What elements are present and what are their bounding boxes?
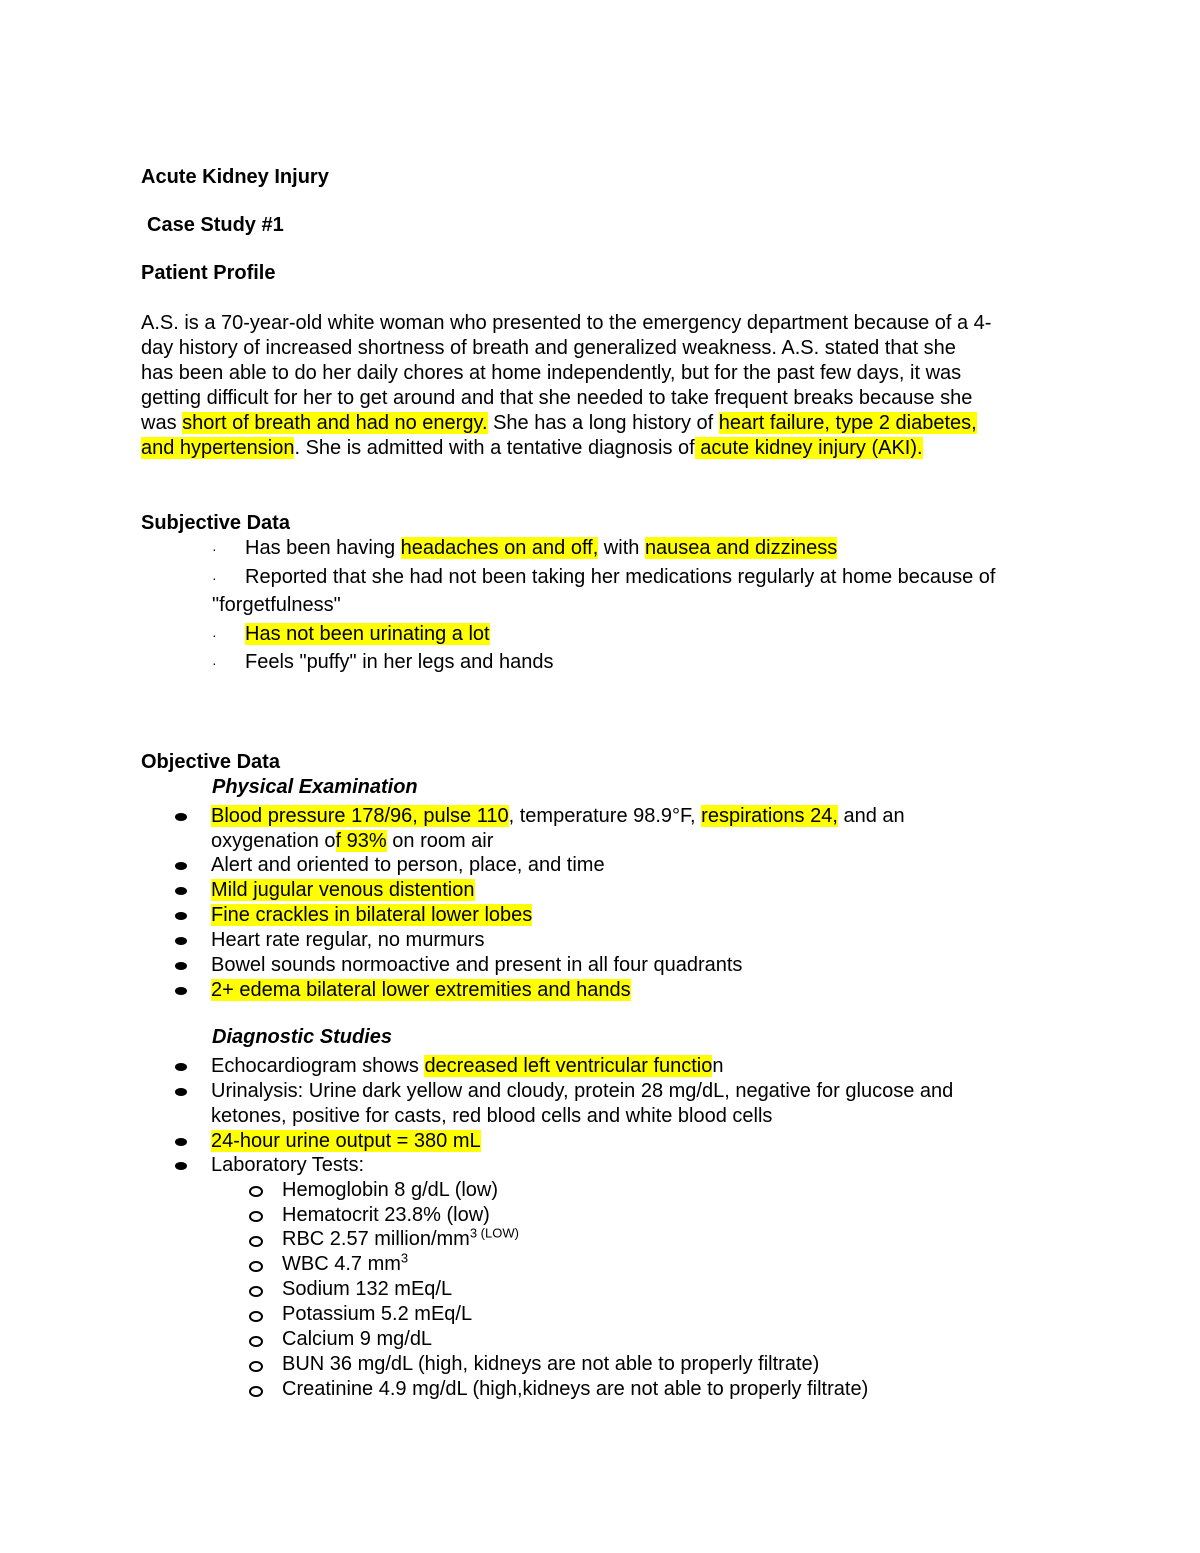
bullet-icon: [175, 887, 187, 895]
list-item: [211, 878, 475, 903]
bullet-icon: [175, 862, 187, 870]
circle-bullet-icon: [249, 1386, 263, 1397]
lab-item: Calcium 9 mg/dL: [282, 1328, 433, 1350]
text-run: She has a long history of: [487, 412, 719, 434]
text-run: , temperature 98.9°F,: [508, 805, 702, 827]
highlight-run: Has not been urinating a lot: [245, 623, 490, 645]
bullet-dot-icon: ·: [212, 655, 217, 671]
subjective-data-heading: Subjective Data: [141, 512, 290, 534]
highlight-run: Blood pressure 178/96, pulse 110: [211, 805, 509, 827]
list-item-continuation: "forgetfulness": [212, 594, 341, 616]
bullet-icon: [175, 1088, 187, 1096]
lab-item: [282, 1252, 408, 1277]
lab-item: Hemoglobin 8 g/dL (low): [282, 1179, 499, 1201]
list-item-continuation: ketones, positive for casts, red blood cells and white blood cells: [211, 1105, 773, 1127]
profile-line: day history of increased shortness of breath and generalized weakness. A.S. stated that she: [141, 337, 956, 359]
list-item: Urinalysis: Urine dark yellow and cloudy, protein 28 mg/dL, negative for glucose and: [211, 1080, 954, 1102]
highlight-run: Fine crackles in bilateral lower lobes: [211, 904, 533, 926]
lab-item: Sodium 132 mEq/L: [282, 1278, 453, 1300]
text-run: Has been having: [245, 537, 401, 559]
circle-bullet-icon: [249, 1236, 263, 1247]
highlight-run: 24-hour urine output = 380 mL: [211, 1130, 481, 1152]
physical-examination-heading: Physical Examination: [212, 776, 418, 798]
lab-item: Hematocrit 23.8% (low): [282, 1204, 490, 1226]
list-item: Laboratory Tests:: [211, 1154, 365, 1176]
bullet-icon: [175, 1162, 187, 1170]
patient-profile-heading: Patient Profile: [141, 262, 276, 284]
superscript-run: 3: [400, 1250, 409, 1266]
text-run: oxygenation o: [211, 830, 336, 852]
list-item-continuation: [211, 829, 493, 854]
lab-item: BUN 36 mg/dL (high, kidneys are not able to properly filtrate): [282, 1353, 820, 1375]
bullet-dot-icon: ·: [212, 570, 217, 586]
list-item: Feels "puffy" in her legs and hands: [245, 651, 554, 673]
list-item: [211, 804, 905, 829]
highlight-run: 2+ edema bilateral lower extremities and hands: [211, 979, 631, 1001]
objective-data-heading: Objective Data: [141, 751, 280, 773]
highlight-run: and hypertension: [141, 437, 295, 459]
highlight-run: nausea and dizziness: [644, 537, 838, 559]
text-run: n: [712, 1055, 724, 1077]
lab-item: Potassium 5.2 mEq/L: [282, 1303, 473, 1325]
list-item: Reported that she had not been taking her medications regularly at home because of: [245, 566, 996, 588]
highlight-run: headaches on and off,: [400, 537, 599, 559]
highlight-run: short of breath and had no energy.: [182, 412, 488, 434]
bullet-icon: [175, 1063, 187, 1071]
circle-bullet-icon: [249, 1336, 263, 1347]
document-title: Acute Kidney Injury: [141, 166, 329, 188]
text-run: Echocardiogram shows: [211, 1055, 425, 1077]
case-study-heading: Case Study #1: [147, 214, 284, 236]
bullet-icon: [175, 1138, 187, 1146]
highlight-run: decreased left ventricular functio: [424, 1055, 713, 1077]
profile-line: getting difficult for her to get around and that she needed to take frequent breaks because she: [141, 387, 973, 409]
profile-line: A.S. is a 70-year-old white woman who presented to the emergency department because of a 4-: [141, 312, 992, 334]
profile-line: [141, 436, 923, 461]
text-run: . She is admitted with a tentative diagnosis of: [294, 437, 695, 459]
circle-bullet-icon: [249, 1361, 263, 1372]
list-item: Heart rate regular, no murmurs: [211, 929, 485, 951]
highlight-run: Mild jugular venous distention: [211, 879, 475, 901]
circle-bullet-icon: [249, 1311, 263, 1322]
circle-bullet-icon: [249, 1186, 263, 1197]
bullet-dot-icon: ·: [212, 627, 217, 643]
bullet-icon: [175, 937, 187, 945]
text-run: and an: [837, 805, 905, 827]
list-item: [245, 622, 490, 647]
list-item: [211, 1129, 481, 1154]
list-item: [211, 978, 631, 1003]
text-run: RBC 2.57 million/mm: [282, 1228, 470, 1250]
highlight-run: heart failure, type 2 diabetes,: [718, 412, 977, 434]
profile-line: has been able to do her daily chores at home independently, but for the past few days, it was: [141, 362, 962, 384]
bullet-icon: [175, 987, 187, 995]
bullet-icon: [175, 912, 187, 920]
lab-item: Creatinine 4.9 mg/dL (high,kidneys are not able to properly filtrate): [282, 1378, 869, 1400]
lab-item: [282, 1227, 519, 1252]
list-item: [245, 536, 837, 561]
diagnostic-studies-heading: Diagnostic Studies: [212, 1026, 393, 1048]
superscript-run: 3 (LOW): [469, 1225, 519, 1241]
circle-bullet-icon: [249, 1211, 263, 1222]
list-item: [211, 903, 532, 928]
profile-line: [141, 411, 977, 436]
highlight-run: f 93%: [335, 830, 387, 852]
text-run: with: [598, 537, 645, 559]
text-run: on room air: [386, 830, 494, 852]
circle-bullet-icon: [249, 1261, 263, 1272]
highlight-run: respirations 24,: [701, 805, 838, 827]
bullet-icon: [175, 962, 187, 970]
list-item: Alert and oriented to person, place, and time: [211, 854, 605, 876]
circle-bullet-icon: [249, 1286, 263, 1297]
list-item: [211, 1054, 724, 1079]
list-item: Bowel sounds normoactive and present in all four quadrants: [211, 954, 743, 976]
text-run: was: [141, 412, 183, 434]
highlight-run: acute kidney injury (AKI).: [694, 437, 923, 459]
bullet-icon: [175, 813, 187, 821]
text-run: WBC 4.7 mm: [282, 1253, 401, 1275]
bullet-dot-icon: ·: [212, 541, 217, 557]
